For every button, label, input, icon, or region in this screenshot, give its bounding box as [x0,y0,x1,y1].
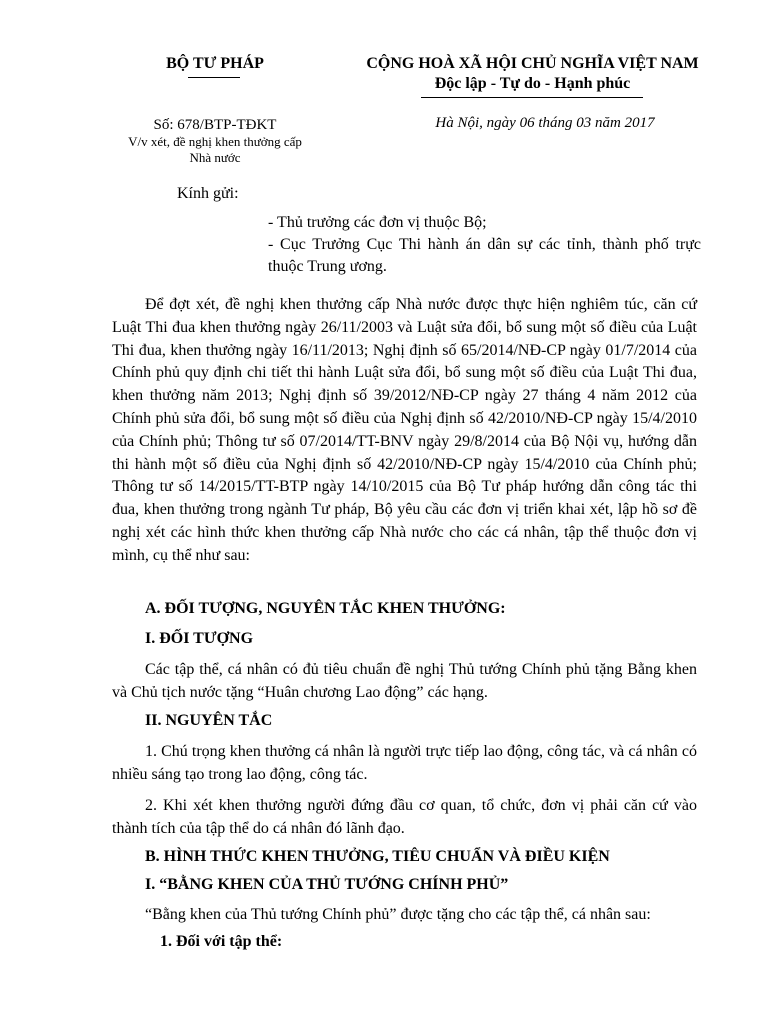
section-a-sub2-item1: 1. Chú trọng khen thưởng cá nhân là người trực tiếp lao động, công tác, và cá nhân có nhiều sáng tạo trong lao động, công tác. [112,743,697,783]
country-name: CỘNG HOÀ XÃ HỘI CHỦ NGHĨA VIỆT NAM [366,55,699,72]
section-a-sub2-item2: 2. Khi xét khen thưởng người đứng đầu cơ quan, tổ chức, đơn vị phải căn cứ vào thành tích của tập thể do cá nhân đó lãnh đạo. [112,797,697,837]
document-number: Số: 678/BTP-TĐKT [153,117,277,133]
document-subject: V/v xét, đề nghị khen thưởng cấp Nhà nước [128,134,302,165]
section-b-item1-title: 1. Đối với tập thể: [160,933,283,950]
place-and-date: Hà Nội, ngày 06 tháng 03 năm 2017 [435,115,655,131]
national-motto: Độc lập - Tự do - Hạnh phúc [434,75,631,92]
section-a-sub1-text: Các tập thể, cá nhân có đủ tiêu chuẩn đề nghị Thủ tướng Chính phủ tặng Bằng khen và Chủ tịch nước tặng “Huân chương Lao động” các hạng. [112,661,697,701]
section-a-title: A. ĐỐI TƯỢNG, NGUYÊN TẮC KHEN THƯỞNG: [145,600,506,617]
section-a-sub1-title: I. ĐỐI TƯỢNG [145,630,254,647]
recipient-list [268,212,701,278]
recipient-item: - Cục Trưởng Cục Thi hành án dân sự các tỉnh, thành phố trực thuộc Trung ương. [268,236,701,275]
agency-underline [188,77,240,78]
section-b-title: B. HÌNH THỨC KHEN THƯỞNG, TIÊU CHUẨN VÀ ĐIỀU KIỆN [145,848,610,865]
section-b-sub1-title: I. “BẰNG KHEN CỦA THỦ TƯỚNG CHÍNH PHỦ” [145,876,509,893]
salutation: Kính gửi: [177,185,239,202]
issuing-agency: BỘ TƯ PHÁP [166,55,264,72]
section-a-sub2-title: II. NGUYÊN TẮC [145,712,273,729]
intro-paragraph: Để đợt xét, đề nghị khen thưởng cấp Nhà nước được thực hiện nghiêm túc, căn cứ Luật Thi đua khen thưởng ngày 26/11/2003 và Luật sửa đổi, bổ sung một số điều của Luật Thi đua, khen thưởng ngày 16/11/2013; Nghị định số 65/2014/NĐ-CP ngày 01/7/2014 của Chính phủ quy định chi tiết thi hành Luật sửa đổi, bổ sung một số điều của Luật Thi đua, khen thưởng năm 2013; Nghị định số 39/2012/NĐ-CP ngày 27 tháng 4 năm 2012 của Chính phủ sửa đổi, bổ sung một số điều của Nghị định số 42/2010/NĐ-CP ngày 15/4/2010 của Chính phủ; Thông tư số 07/2014/TT-BNV ngày 29/8/2014 của Bộ Nội vụ, hướng dẫn thi hành một số điều của Nghị định số 42/2010/NĐ-CP ngày 15/4/2010 của Chính phủ; Thông tư số 14/2015/TT-BTP ngày 14/10/2015 của Bộ Tư pháp hướng dẫn công tác thi đua, khen thưởng trong ngành Tư pháp, Bộ yêu cầu các đơn vị triển khai xét, lập hồ sơ đề nghị xét các hình thức khen thưởng cấp Nhà nước cho các cá nhân, tập thể thuộc đơn vị mình, cụ thể như sau: [112,296,697,564]
section-b-sub1-text: “Bằng khen của Thủ tướng Chính phủ” được tặng cho các tập thể, cá nhân sau: [145,906,651,923]
recipient-item: - Thủ trưởng các đơn vị thuộc Bộ; [268,214,487,231]
motto-underline [421,97,643,98]
